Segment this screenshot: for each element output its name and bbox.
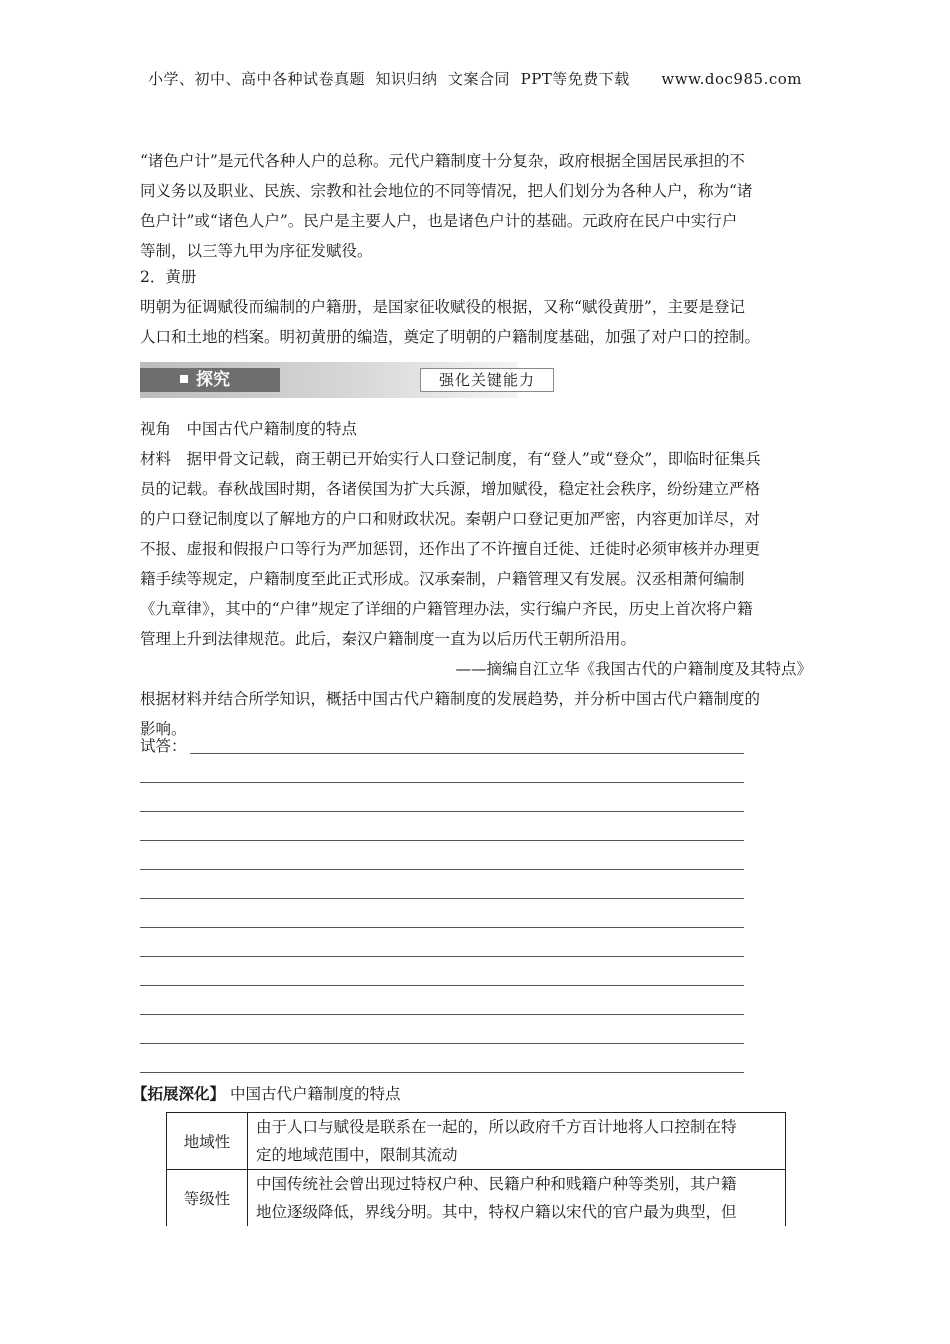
answer-line[interactable] xyxy=(140,927,744,928)
feature-name: 地域性 xyxy=(167,1113,248,1170)
feature-name: 等级性 xyxy=(167,1170,248,1227)
material-line: 的户口登记制度以了解地方的户口和财政状况。秦朝户口登记更加严密，内容更加详尽，对 xyxy=(140,510,761,528)
answer-line[interactable] xyxy=(140,1014,744,1015)
features-table xyxy=(166,1112,786,1226)
answer-line[interactable] xyxy=(140,840,744,841)
question-line: 根据材料并结合所学知识，概括中国古代户籍制度的发展趋势，并分析中国古代户籍制度的 xyxy=(140,690,761,708)
extension-label: 【拓展深化】 xyxy=(132,1085,226,1103)
text-line: 色户计”或“诸色人户”。民户是主要人户，也是诸色户计的基础。元政府在民户中实行户 xyxy=(140,212,738,230)
answer-line[interactable] xyxy=(140,985,744,986)
section-heading: 2．黄册 xyxy=(140,268,197,286)
table-row xyxy=(167,1113,786,1170)
section-huangce xyxy=(140,262,812,352)
answer-line[interactable] xyxy=(140,1072,744,1073)
banner-title: 探究 xyxy=(196,370,230,390)
answer-line[interactable] xyxy=(190,753,744,754)
answer-line[interactable] xyxy=(140,782,744,783)
answer-line[interactable] xyxy=(140,811,744,812)
text-line: “诸色户计”是元代各种人户的总称。元代户籍制度十分复杂，政府根据全国居民承担的不 xyxy=(140,152,745,170)
answer-line[interactable] xyxy=(140,898,744,899)
explore-banner xyxy=(140,362,535,398)
feature-desc: 由于人口与赋役是联系在一起的，所以政府千方百计地将人口控制在特 定的地域范围中，限制其流动 xyxy=(248,1113,786,1170)
material-line: 管理上升到法律规范。此后，秦汉户籍制度一直为以后历代王朝所沿用。 xyxy=(140,630,637,648)
page-header-banner: 小学、初中、高中各种试卷真题 知识归纳 文案合同 PPT等免费下载 www.doc985.com xyxy=(147,70,802,88)
text-line: 人口和土地的档案。明初黄册的编造，奠定了明朝的户籍制度基础，加强了对户口的控制。 xyxy=(140,328,761,346)
answer-line[interactable] xyxy=(140,956,744,957)
answer-line[interactable] xyxy=(140,1043,744,1044)
square-bullet-icon xyxy=(180,375,188,383)
material-line: 籍手续等规定，户籍制度至此正式形成。汉承秦制，户籍管理又有发展。汉丞相萧何编制 xyxy=(140,570,745,588)
answer-line[interactable] xyxy=(140,869,744,870)
text-line: 明朝为征调赋役而编制的户籍册，是国家征收赋役的根据，又称“赋役黄册”，主要是登记 xyxy=(140,298,745,316)
material-source: ——摘编自江立华《我国古代的户籍制度及其特点》 xyxy=(455,660,812,678)
explore-heading: 视角 中国古代户籍制度的特点 xyxy=(140,420,358,438)
text-line: 同义务以及职业、民族、宗教和社会地位的不同等情况，把人们划分为各种人户，称为“诸 xyxy=(140,182,753,200)
banner-subtitle: 强化关键能力 xyxy=(420,368,554,392)
intro-paragraph xyxy=(140,146,812,266)
explore-section xyxy=(140,414,812,744)
material-line: 《九章律》，其中的“户律”规定了详细的户籍管理办法，实行编户齐民，历史上首次将户籍 xyxy=(140,600,753,618)
material-line: 员的记载。春秋战国时期，各诸侯国为扩大兵源，增加赋役，稳定社会秩序，纷纷建立严格 xyxy=(140,480,761,498)
extension-title: 中国古代户籍制度的特点 xyxy=(229,1085,401,1103)
text-line: 等制，以三等九甲为序征发赋役。 xyxy=(140,242,373,260)
answer-label: 试答： xyxy=(140,737,187,755)
question-line: 影响。 xyxy=(140,720,187,738)
table-row xyxy=(167,1170,786,1227)
material-line: 材料 据甲骨文记载，商王朝已开始实行人口登记制度，有“登人”或“登众”，即临时征集兵 xyxy=(140,450,761,468)
material-line: 不报、虚报和假报户口等行为严加惩罚，还作出了不许擅自迁徙、迁徙时必须审核并办理更 xyxy=(140,540,761,558)
feature-desc: 中国传统社会曾出现过特权户种、民籍户种和贱籍户种等类别，其户籍 地位逐级降低，界线分明。其中，特权户籍以宋代的官户最为典型，但 xyxy=(248,1170,786,1227)
extension-heading xyxy=(132,1080,400,1108)
